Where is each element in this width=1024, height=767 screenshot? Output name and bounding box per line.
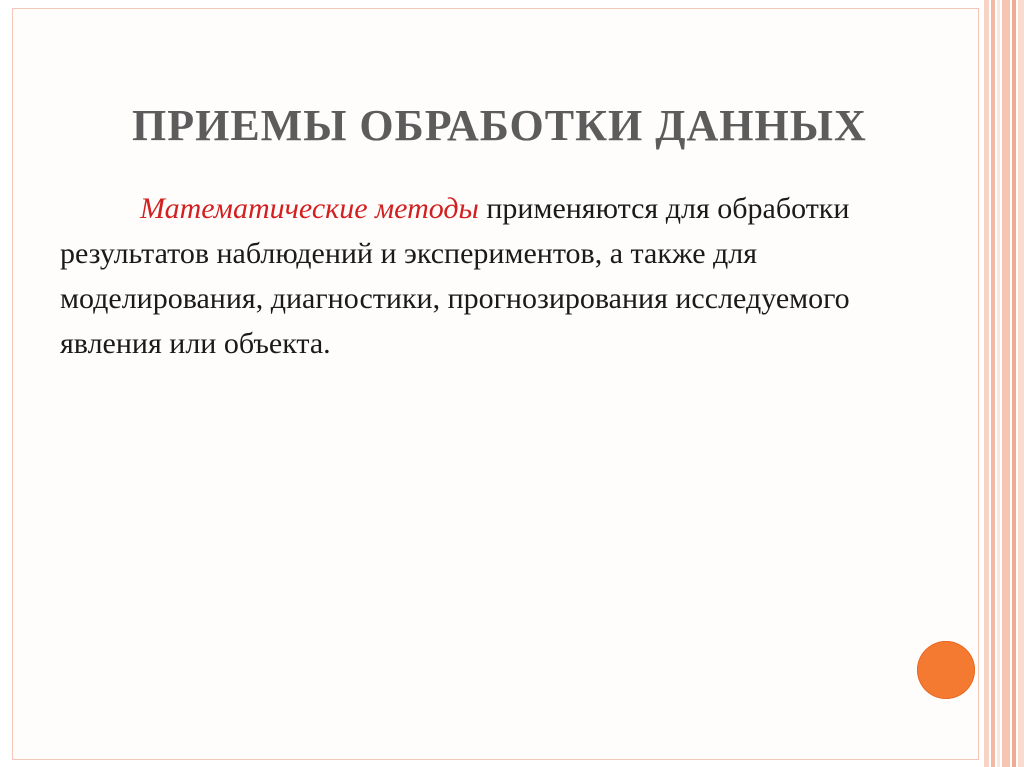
- decorative-stripe: [1012, 0, 1016, 767]
- decorative-stripe: [1018, 0, 1024, 767]
- highlighted-term: Математические методы: [140, 192, 479, 225]
- decorative-stripe: [991, 0, 995, 767]
- decorative-stripe: [997, 0, 1000, 767]
- slide-title: ПРИЕМЫ ОБРАБОТКИ ДАННЫХ: [132, 101, 867, 150]
- decorative-stripe: [1002, 0, 1010, 767]
- decorative-circle-icon: [917, 641, 975, 699]
- body-text: применяются для обработки результатов наблюдений и экспериментов, а также для моделирования, диагностики, прогнозирования исследуемого явления или объекта.: [60, 192, 850, 360]
- decorative-stripe: [984, 0, 989, 767]
- slide-body: [60, 186, 910, 366]
